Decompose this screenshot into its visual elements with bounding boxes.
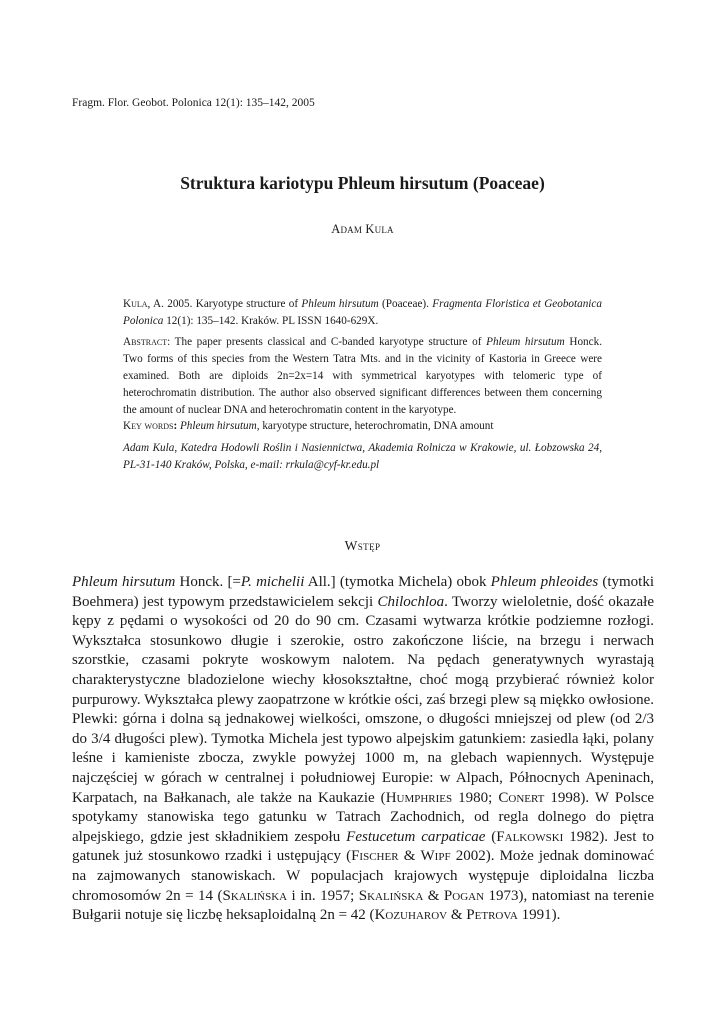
paper-title: Struktura kariotypu Phleum hirsutum (Poaceae) — [180, 173, 545, 193]
reference-author: Petrova — [466, 907, 518, 924]
reference-author: Wipf — [420, 848, 451, 865]
citation-text-2: (Poaceae). — [378, 298, 433, 310]
reference-author: Skalińska — [358, 887, 424, 904]
citation-author: Kula — [123, 298, 148, 310]
author-name: Adam Kula — [331, 222, 394, 236]
body-paragraph — [72, 573, 654, 926]
keywords-colon: : — [173, 420, 180, 432]
author-address: Adam Kula, Katedra Hodowli Roślin i Nasiennictwa, Akademia Rolnicza w Krakowie, ul. Łobzowska 24, PL-31-140 Kraków, Polska, e-mail: rrkula@cyf-kr.edu.pl — [123, 442, 602, 471]
journal-reference: Fragm. Flor. Geobot. Polonica 12(1): 135–142, 2005 — [72, 97, 315, 109]
keywords-species: Phleum hirsutum — [179, 420, 257, 432]
keywords-text: , karyotype structure, heterochromatin, DNA amount — [256, 420, 494, 432]
body-text: . Tworzy wieloletnie, dość okazałe kępy z pędami o wysokości od 20 do 90 cm. Czasami wytwarza krótkie podziemne rozłogi. Wykształca stosunkowo długie i szerokie, ostro zakończone liście, na brzegu i nerwach szorstkie, czasami pokryte woskowym nalotem. Na pędach generatywnych wyrastają charakterystyczne bladozielone wiechy kłosokształtne, choć mogą przybierać również kolor purpurowy. Wykształca plewy zaopatrzone w krótkie ości, zaś brzegi plew są miękko owłosione. Plewki: górna i dolna są jednakowej wielkości, omszone, o długości mniejszej od plew (od 2/3 do 3/4 długości plew). Tymotka Michela jest typowo alpejskim gatunkiem: zasiedla łąki, polany leśne i kamieniste zbocza, zwykle powyżej 1000 m, na glebach wapiennych. Występuje najczęściej w górach w centralnej i południowej Europie: w Alpach, Północnych Apeninach, Karpatach, na Bałkanach, ale także na Kaukazie ( — [72, 593, 654, 806]
reference-author: Falkowski — [496, 828, 564, 845]
citation — [123, 296, 602, 330]
body-text: & — [423, 887, 444, 904]
species-name: P. michelii — [240, 574, 305, 590]
citation-text-1: , A. 2005. Karyotype structure of — [147, 298, 302, 310]
body-text: 1991). — [517, 907, 561, 924]
body-text: ( — [485, 828, 497, 845]
abstract-species: Phleum hirsutum — [486, 336, 565, 348]
abstract — [123, 334, 602, 419]
body-text: Honck. [= — [175, 574, 241, 590]
body-text: (tymotki Boehmera) jest typowym przedstawicielem sekcji — [72, 574, 655, 610]
reference-author: Humphries — [385, 789, 453, 806]
citation-species: Phleum hirsutum — [301, 298, 379, 310]
reference-author: Fischer — [351, 848, 399, 865]
body-text: 1980; — [452, 789, 499, 806]
reference-author: Kozuharov — [374, 907, 448, 924]
body-text: i in. 1957; — [287, 887, 359, 904]
reference-author: Pogan — [443, 887, 485, 904]
abstract-text-1: : The paper presents classical and C-banded karyotype structure of — [167, 336, 487, 348]
body-text: 2002). Może jednak dominować na zajmowanych stanowiskach. W populacjach krajowych występuje diploidalna liczba chromosomów 2n = 14 ( — [72, 848, 654, 904]
abstract-label: Abstract — [123, 336, 168, 348]
body-text: 1982). Jest to gatunek już stosunkowo rzadki i ustępujący ( — [72, 828, 654, 865]
body-text: 1998). W Polsce spotykamy stanowiska tego gatunku w Tatrach Zachodnich, od regla dolnego do piętra alpejskiego, gdzie jest składnikiem zespołu — [72, 789, 655, 845]
abstract-text-2: Honck. Two forms of this species from the Western Tatra Mts. and in the vicinity of Kastoria in Greece were examined. Both are diploids 2n=2x=14 with symmetrical karyotypes with telomeric type of heterochromatin distribution. The author also observed significant differences between them concerning the amount of nuclear DNA and heterochromatin content in the karyotype. — [123, 336, 602, 416]
association-name: Festucetum carpaticae — [346, 828, 486, 845]
reference-author: Conert — [498, 789, 545, 806]
citation-journal: Fragmenta Floristica et Geobotanica Polonica — [123, 298, 602, 327]
body-text: All.] (tymotka Michela) obok — [304, 574, 491, 590]
body-text: 1973), natomiast na terenie Bułgarii notuje się liczbę heksaploidalną 2n = 42 ( — [72, 887, 654, 924]
species-name: Phleum phleoides — [490, 574, 599, 590]
citation-text-3: 12(1): 135–142. Kraków. PL ISSN 1640-629X. — [163, 315, 379, 327]
keywords-label: Key words — [123, 420, 174, 432]
introduction-body — [72, 573, 654, 926]
species-name: Phleum hirsutum — [72, 574, 176, 590]
section-heading: Wstęp — [344, 538, 381, 553]
keywords — [123, 418, 602, 435]
section-name: Chilochloa — [377, 593, 445, 610]
body-text: & — [447, 907, 467, 924]
reference-author: Skalińska — [222, 887, 288, 904]
body-text: & — [398, 848, 421, 865]
